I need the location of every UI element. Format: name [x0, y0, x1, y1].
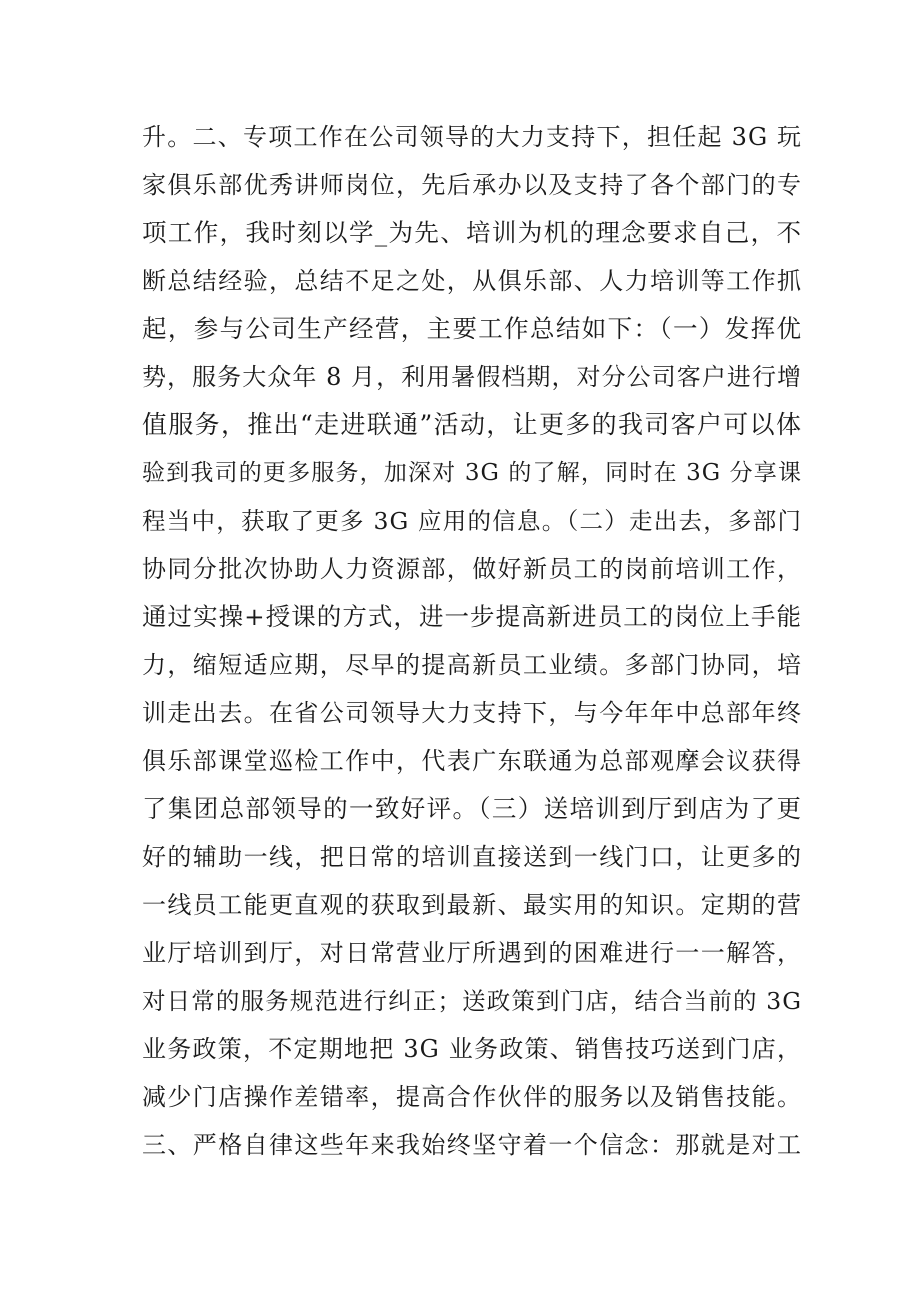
text-line: 一线员工能更直观的获取到最新、最实用的知识。定期的营	[142, 891, 802, 919]
text-line: 程当中，获取了更多 3G 应用的信息。（二）走出去，多部门	[142, 507, 802, 535]
text-line: 好的辅助一线，把日常的培训直接送到一线门口，让更多的	[142, 843, 802, 871]
text-line: 俱乐部课堂巡检工作中，代表广东联通为总部观摩会议获得	[142, 747, 802, 775]
text-line: 断总结经验，总结不足之处，从俱乐部、人力培训等工作抓	[142, 267, 802, 295]
text-line: 值服务，推出“走进联通”活动，让更多的我司客户可以体	[142, 410, 802, 439]
text-line: 通过实操+授课的方式，进一步提高新进员工的岗位上手能	[142, 602, 802, 631]
text-line: 业厅培训到厅，对日常营业厅所遇到的困难进行一一解答，	[142, 939, 802, 967]
text-line: 对日常的服务规范进行纠正；送政策到门店，结合当前的 3G	[142, 987, 802, 1015]
text-line: 起，参与公司生产经营，主要工作总结如下：（一）发挥优	[142, 314, 802, 343]
text-line: 验到我司的更多服务，加深对 3G 的了解，同时在 3G 分享课	[142, 460, 802, 486]
text-line: 协同分批次协助人力资源部，做好新员工的岗前培训工作，	[142, 555, 802, 583]
text-line: 势，服务大众年 8 月，利用暑假档期，对分公司客户进行增	[142, 363, 802, 391]
text-line: 家俱乐部优秀讲师岗位，先后承办以及支持了各个部门的专	[142, 171, 802, 199]
text-line: 升。二、专项工作在公司领导的大力支持下，担任起 3G 玩	[142, 123, 802, 151]
text-line: 项工作，我时刻以学_为先、培训为机的理念要求自己，不	[142, 218, 802, 247]
text-line: 三、严格自律这些年来我始终坚守着一个信念：那就是对工	[142, 1131, 802, 1159]
text-line: 训走出去。在省公司领导大力支持下，与今年年中总部年终	[142, 699, 802, 727]
text-line: 力，缩短适应期，尽早的提高新员工业绩。多部门协同，培	[142, 651, 802, 679]
body-text	[142, 113, 802, 1169]
text-line: 减少门店操作差错率，提高合作伙伴的服务以及销售技能。	[142, 1083, 802, 1111]
text-line: 了集团总部领导的一致好评。（三）送培训到厅到店为了更	[142, 794, 802, 823]
text-line: 业务政策，不定期地把 3G 业务政策、销售技巧送到门店，	[142, 1035, 802, 1063]
